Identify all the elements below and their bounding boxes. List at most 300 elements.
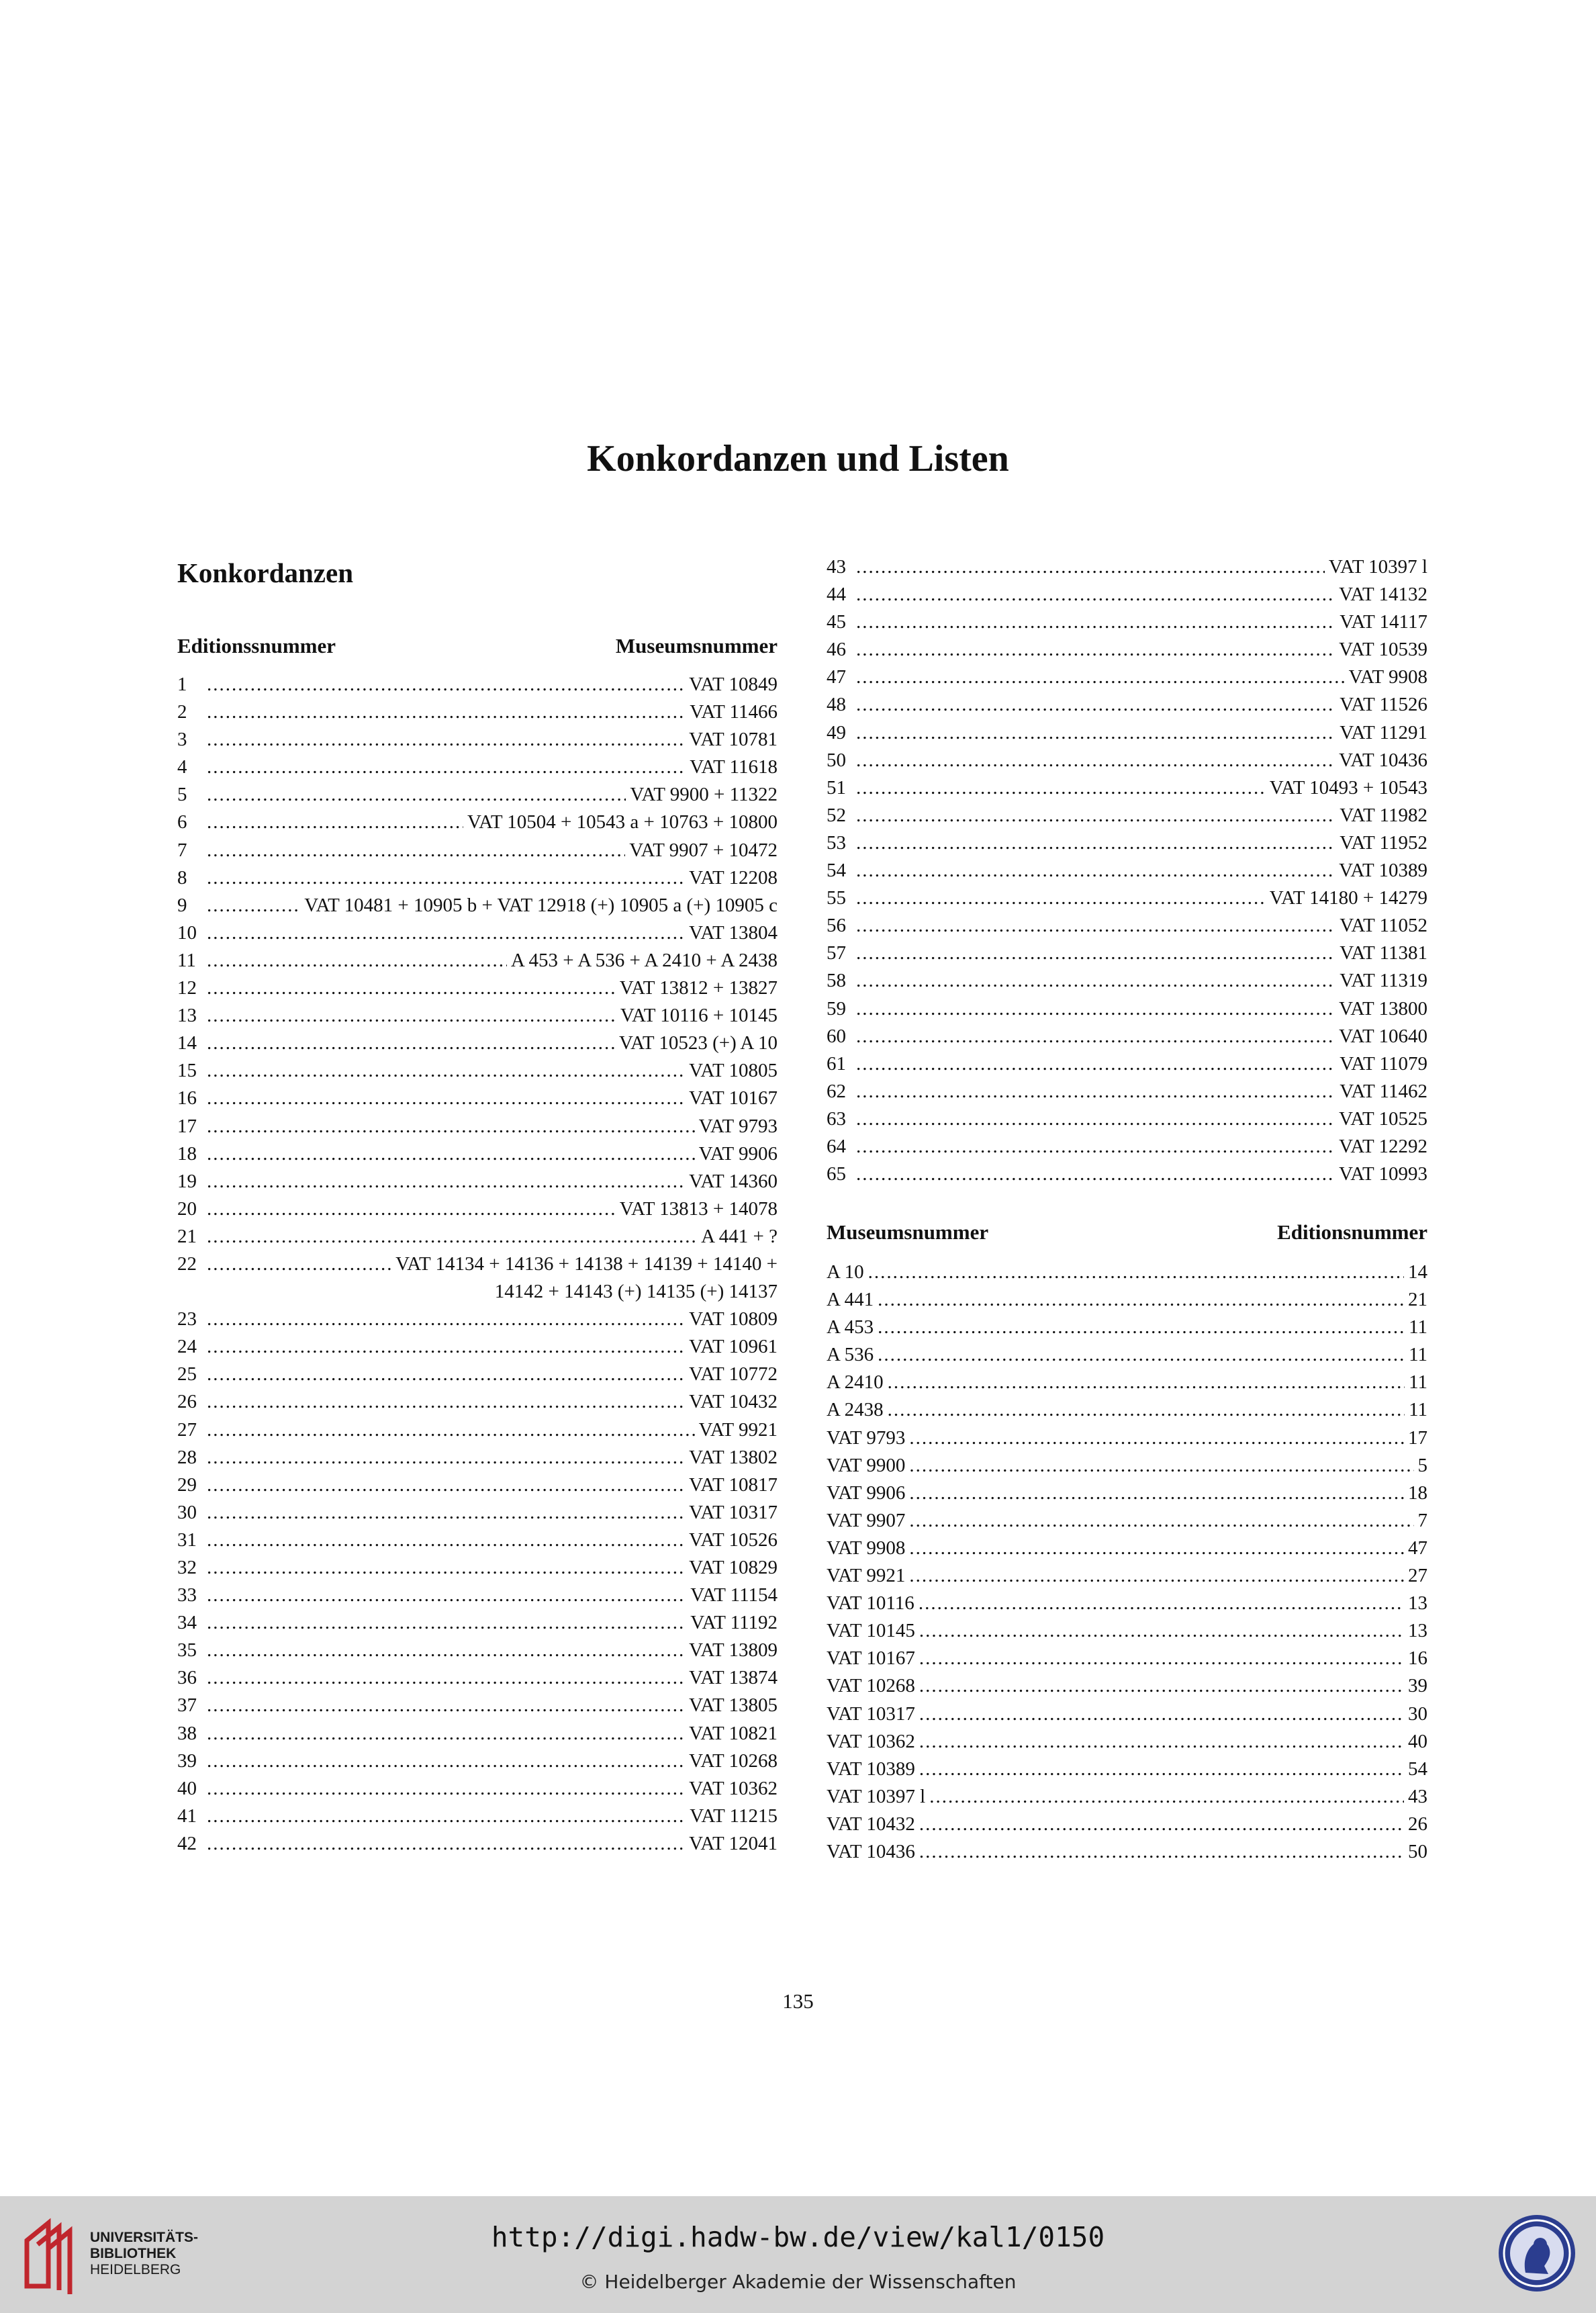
dot-leader (856, 719, 1335, 747)
entry-key: 41 (177, 1805, 197, 1827)
dot-leader (207, 1444, 685, 1471)
edition-row (177, 1140, 778, 1168)
dot-leader (856, 885, 1266, 912)
entry-key: 60 (827, 1025, 846, 1047)
entry-key: 39 (177, 1750, 197, 1772)
edition-row (177, 781, 778, 809)
entry-value: VAT 13813 + 14078 (619, 1197, 778, 1220)
entry-key: 14 (177, 1032, 197, 1054)
dot-leader (856, 967, 1335, 995)
museum-row (827, 1535, 1427, 1562)
dot-leader (207, 1361, 685, 1388)
edition-row (177, 1554, 778, 1582)
entry-value: VAT 9906 (698, 1142, 778, 1165)
edition-row (827, 664, 1427, 691)
left-column-header (177, 633, 778, 660)
edition-row (177, 1057, 778, 1085)
entry-value: VAT 10397 l (1328, 556, 1427, 578)
entry-key: VAT 10167 (827, 1647, 915, 1670)
edition-row (177, 1582, 778, 1609)
dot-leader (919, 1700, 1404, 1728)
edition-row (827, 553, 1427, 581)
entry-value: 40 (1408, 1730, 1427, 1752)
entry-key: A 536 (827, 1344, 874, 1366)
entry-value: VAT 11215 (690, 1805, 778, 1827)
dot-leader (919, 1756, 1404, 1783)
entry-value: 54 (1408, 1758, 1427, 1780)
entry-value: A 441 + ? (701, 1225, 778, 1247)
entry-key: 32 (177, 1557, 197, 1578)
dot-leader (856, 1161, 1335, 1188)
entry-value: VAT 11618 (690, 756, 778, 778)
dot-leader (909, 1480, 1404, 1507)
entry-value: VAT 11982 (1340, 804, 1427, 826)
edition-to-museum-list-continued (827, 553, 1427, 1188)
entry-value: VAT 13812 + 13827 (619, 977, 778, 999)
entry-key: A 2438 (827, 1399, 884, 1421)
dot-leader (856, 747, 1335, 774)
edition-row (177, 1333, 778, 1361)
entry-key: 25 (177, 1363, 197, 1386)
entry-value: VAT 10961 (689, 1336, 778, 1358)
entry-key: 31 (177, 1529, 197, 1551)
edition-row (177, 1748, 778, 1775)
dot-leader (207, 837, 625, 864)
entry-key: 21 (177, 1225, 197, 1247)
entry-key: VAT 9906 (827, 1482, 906, 1504)
edition-row (177, 809, 778, 836)
entry-value: 11 (1409, 1371, 1427, 1394)
entry-value: VAT 11079 (1340, 1052, 1427, 1075)
dot-leader (207, 1030, 615, 1057)
entry-key: VAT 10397 l (827, 1785, 926, 1807)
dot-leader (207, 1637, 685, 1664)
entry-key: 40 (177, 1777, 197, 1799)
entry-key: VAT 10389 (827, 1758, 915, 1780)
dot-leader (856, 581, 1335, 608)
dot-leader (856, 1078, 1335, 1105)
edition-row (177, 1692, 778, 1719)
entry-value: VAT 14134 + 14136 + 14138 + 14139 + 14140 + (395, 1253, 778, 1275)
entry-value: 13 (1408, 1592, 1427, 1615)
dot-leader (919, 1590, 1404, 1617)
entry-value: VAT 10817 (689, 1473, 778, 1496)
museum-row (827, 1728, 1427, 1756)
edition-row (177, 1251, 778, 1278)
entry-value-continuation: 14142 + 14143 (+) 14135 (+) 14137 (494, 1281, 778, 1303)
dot-leader (207, 698, 686, 726)
dot-leader (207, 1057, 685, 1085)
edition-row (827, 774, 1427, 802)
museum-row (827, 1480, 1427, 1507)
entry-value: 5 (1417, 1454, 1427, 1476)
page-title: Konkordanzen und Listen (587, 438, 1009, 480)
entry-value: 30 (1408, 1703, 1427, 1725)
entry-value: VAT 9900 + 11322 (630, 784, 778, 806)
entry-key: 61 (827, 1052, 846, 1075)
entry-key: 6 (177, 811, 187, 833)
entry-key: 57 (827, 942, 846, 964)
entry-value: VAT 9921 (698, 1418, 778, 1441)
edition-row (177, 1527, 778, 1554)
dot-leader (207, 1251, 391, 1278)
entry-key: 36 (177, 1667, 197, 1689)
dot-leader (856, 636, 1335, 664)
edition-row (177, 671, 778, 698)
dot-leader (909, 1507, 1413, 1535)
edition-row (827, 995, 1427, 1023)
edition-row (177, 1388, 778, 1416)
entry-key: 55 (827, 887, 846, 909)
entry-value: VAT 14117 (1340, 611, 1427, 633)
dot-leader (207, 1527, 685, 1554)
museum-index-header (827, 1219, 1427, 1246)
entry-key: 44 (827, 584, 846, 606)
digital-copy-url[interactable]: http://digi.hadw-bw.de/view/kal1/0150 (491, 2221, 1105, 2253)
entry-value: 26 (1408, 1813, 1427, 1835)
entry-value: VAT 11466 (690, 701, 778, 723)
edition-row (177, 698, 778, 726)
edition-row (177, 1444, 778, 1471)
entry-key: 65 (827, 1163, 846, 1185)
dot-leader (207, 1582, 686, 1609)
dot-leader (868, 1259, 1404, 1286)
entry-value: VAT 14360 (689, 1170, 778, 1192)
entry-value: VAT 11952 (1340, 831, 1427, 854)
entry-key: 58 (827, 970, 846, 992)
edition-row (827, 691, 1427, 719)
entry-value: VAT 11052 (1340, 915, 1427, 937)
museum-row (827, 1452, 1427, 1480)
entry-key: VAT 10145 (827, 1620, 915, 1642)
edition-row (177, 1803, 778, 1830)
museum-row (827, 1396, 1427, 1424)
edition-row (177, 1609, 778, 1637)
entry-key: VAT 10317 (827, 1703, 915, 1725)
entry-value: VAT 13805 (689, 1694, 778, 1717)
dot-leader (919, 1811, 1404, 1838)
dot-leader (856, 829, 1335, 857)
edition-row (177, 754, 778, 781)
entry-value: 13 (1408, 1620, 1427, 1642)
dot-leader (919, 1645, 1404, 1672)
entry-key: 62 (827, 1080, 846, 1102)
dot-leader (909, 1424, 1404, 1452)
dot-leader (207, 1554, 685, 1582)
museum-row (827, 1645, 1427, 1672)
dot-leader (856, 1133, 1335, 1161)
museum-row (827, 1700, 1427, 1728)
entry-key: 20 (177, 1197, 197, 1220)
museum-row (827, 1507, 1427, 1535)
entry-value: 17 (1408, 1426, 1427, 1449)
entry-key: VAT 10362 (827, 1730, 915, 1752)
entry-key: 52 (827, 804, 846, 826)
entry-value: VAT 10525 (1339, 1107, 1427, 1130)
edition-row (177, 947, 778, 974)
entry-value: 11 (1409, 1399, 1427, 1421)
edition-row (827, 608, 1427, 636)
edition-row (827, 747, 1427, 774)
entry-value: VAT 10167 (689, 1087, 778, 1109)
page-number: 135 (782, 1989, 814, 2013)
dot-leader (856, 1050, 1335, 1078)
entry-key: 63 (827, 1107, 846, 1130)
edition-row (827, 1105, 1427, 1133)
entry-value: VAT 10389 (1339, 860, 1427, 882)
entry-key: A 10 (827, 1261, 864, 1283)
entry-key: 3 (177, 729, 187, 751)
entry-key: 12 (177, 977, 197, 999)
entry-key: 4 (177, 756, 187, 778)
entry-value: 39 (1408, 1675, 1427, 1697)
entry-value: VAT 11154 (690, 1584, 778, 1606)
entry-key: 10 (177, 921, 197, 944)
entry-key: 26 (177, 1391, 197, 1413)
entry-key: 16 (177, 1087, 197, 1109)
entry-key: 7 (177, 839, 187, 861)
entry-key: VAT 9907 (827, 1509, 906, 1531)
entry-key: VAT 10432 (827, 1813, 915, 1835)
entry-key: A 2410 (827, 1371, 884, 1394)
edition-row (177, 1499, 778, 1527)
entry-key: 53 (827, 831, 846, 854)
edition-row (827, 802, 1427, 829)
entry-key: 24 (177, 1336, 197, 1358)
entry-key: 15 (177, 1060, 197, 1082)
dot-leader (207, 947, 507, 974)
museum-row (827, 1672, 1427, 1700)
edition-row (827, 829, 1427, 857)
entry-value: VAT 12041 (689, 1832, 778, 1854)
edition-row (827, 940, 1427, 967)
entry-value: VAT 10781 (689, 729, 778, 751)
dot-leader (207, 919, 685, 947)
dot-leader (856, 664, 1345, 691)
entry-value: VAT 13874 (689, 1667, 778, 1689)
entry-key: 35 (177, 1639, 197, 1662)
dot-leader (878, 1341, 1405, 1369)
edition-row (827, 719, 1427, 747)
entry-value: 11 (1409, 1316, 1427, 1339)
edition-row (827, 967, 1427, 995)
entry-key: 1 (177, 674, 187, 695)
museum-row (827, 1590, 1427, 1617)
entry-value: VAT 10539 (1339, 639, 1427, 661)
entry-key: 49 (827, 721, 846, 743)
dot-leader (856, 940, 1335, 967)
dot-leader (207, 1195, 616, 1223)
dot-leader (929, 1783, 1404, 1811)
entry-value: VAT 12208 (689, 866, 778, 889)
entry-key: VAT 10436 (827, 1840, 915, 1862)
edition-row (177, 892, 778, 919)
edition-row (177, 1416, 778, 1444)
library-name: UNIVERSITÄTS- BIBLIOTHEK HEIDELBERG (90, 2230, 199, 2277)
entry-key: A 453 (827, 1316, 874, 1339)
dot-leader (856, 802, 1335, 829)
entry-value: VAT 10526 (689, 1529, 778, 1551)
entry-value: VAT 10362 (689, 1777, 778, 1799)
entry-value: VAT 14132 (1339, 584, 1427, 606)
dot-leader (878, 1286, 1404, 1314)
dot-leader (207, 1499, 685, 1527)
edition-row (177, 974, 778, 1002)
entry-key: 8 (177, 866, 187, 889)
dot-leader (207, 1085, 685, 1112)
entry-value: VAT 10493 + 10543 (1269, 776, 1427, 799)
entry-key: 9 (177, 894, 187, 916)
edition-row (177, 1720, 778, 1748)
entry-key: 17 (177, 1115, 197, 1137)
edition-row (177, 1223, 778, 1251)
entry-key: 28 (177, 1446, 197, 1468)
edition-row (177, 1664, 778, 1692)
dot-leader (878, 1314, 1405, 1341)
dot-leader (919, 1617, 1404, 1645)
dot-leader (888, 1369, 1405, 1396)
entry-value: VAT 10640 (1339, 1025, 1427, 1047)
entry-key: 64 (827, 1135, 846, 1157)
museum-row (827, 1756, 1427, 1783)
dot-leader (207, 1002, 616, 1030)
edition-row (177, 837, 778, 864)
entry-key: 23 (177, 1308, 197, 1330)
dot-leader (207, 809, 463, 836)
edition-row (177, 1085, 778, 1112)
header-museum-number: Museumsnummer (615, 634, 778, 657)
footer-bar (0, 2196, 1596, 2313)
entry-value: VAT 10809 (689, 1308, 778, 1330)
edition-row (177, 1168, 778, 1195)
dot-leader (207, 1664, 685, 1692)
entry-key: 48 (827, 694, 846, 716)
entry-value: VAT 13800 (1339, 997, 1427, 1019)
dot-leader (207, 781, 626, 809)
edition-row (177, 1002, 778, 1030)
edition-row (177, 864, 778, 892)
section-heading: Konkordanzen (177, 557, 353, 588)
header-museum-number: Museumsnummer (827, 1220, 989, 1244)
museum-to-edition-list (827, 1259, 1427, 1866)
entry-key: 11 (177, 949, 196, 971)
entry-value: VAT 12292 (1339, 1135, 1427, 1157)
dot-leader (856, 774, 1266, 802)
edition-row (827, 1023, 1427, 1050)
dot-leader (207, 1223, 697, 1251)
entry-value: VAT 10772 (689, 1363, 778, 1386)
entry-value: VAT 10523 (+) A 10 (618, 1032, 778, 1054)
dot-leader (856, 691, 1335, 719)
header-edition-number: Editionsnummer (1277, 1220, 1427, 1244)
dot-leader (207, 1692, 685, 1719)
dot-leader (207, 1333, 685, 1361)
dot-leader (909, 1562, 1404, 1590)
entry-key: 47 (827, 666, 846, 688)
entry-value: 11 (1409, 1344, 1427, 1366)
edition-row (177, 1113, 778, 1140)
entry-value: 21 (1408, 1289, 1427, 1311)
entry-key: 45 (827, 611, 846, 633)
museum-row (827, 1562, 1427, 1590)
academy-seal-icon (1496, 2212, 1578, 2294)
entry-value: VAT 9793 (698, 1115, 778, 1137)
entry-key: 54 (827, 860, 846, 882)
entry-key: 27 (177, 1418, 197, 1441)
edition-row (177, 1195, 778, 1223)
dot-leader (207, 1306, 685, 1333)
entry-value: VAT 10432 (689, 1391, 778, 1413)
dot-leader (856, 608, 1335, 636)
entry-key: VAT 9900 (827, 1454, 906, 1476)
edition-row (177, 1361, 778, 1388)
edition-row (177, 919, 778, 947)
edition-row (827, 1050, 1427, 1078)
dot-leader (207, 1168, 685, 1195)
copyright-notice: © Heidelberger Akademie der Wissenschaften (579, 2271, 1017, 2293)
entry-key: VAT 9921 (827, 1565, 906, 1587)
entry-key: 46 (827, 639, 846, 661)
museum-row (827, 1838, 1427, 1866)
dot-leader (856, 1023, 1335, 1050)
dot-leader (207, 1140, 695, 1168)
entry-key: 5 (177, 784, 187, 806)
edition-row (177, 1030, 778, 1057)
dot-leader (909, 1535, 1404, 1562)
dot-leader (207, 1775, 685, 1803)
entry-value: VAT 10481 + 10905 b + VAT 12918 (+) 10905 a (+) 10905 c (304, 894, 778, 916)
entry-key: 56 (827, 915, 846, 937)
dot-leader (856, 912, 1335, 940)
entry-key: 42 (177, 1832, 197, 1854)
entry-value: VAT 10268 (689, 1750, 778, 1772)
entry-value: VAT 13804 (689, 921, 778, 944)
entry-value: VAT 10993 (1339, 1163, 1427, 1185)
entry-key: 22 (177, 1253, 197, 1275)
entry-key: 2 (177, 701, 187, 723)
dot-leader (207, 1748, 685, 1775)
dot-leader (207, 1830, 685, 1858)
dot-leader (207, 1471, 685, 1499)
dot-leader (207, 1803, 686, 1830)
entry-value: VAT 10829 (689, 1557, 778, 1578)
dot-leader (207, 1388, 685, 1416)
entry-value: VAT 9908 (1348, 666, 1427, 688)
dot-leader (856, 553, 1325, 581)
entry-value: VAT 10317 (689, 1501, 778, 1523)
museum-row (827, 1259, 1427, 1286)
edition-row (827, 1133, 1427, 1161)
dot-leader (207, 671, 685, 698)
dot-leader (919, 1672, 1404, 1700)
entry-value: VAT 11381 (1340, 942, 1427, 964)
entry-value: VAT 13809 (689, 1639, 778, 1662)
museum-row (827, 1314, 1427, 1341)
entry-key: 50 (827, 749, 846, 771)
museum-row (827, 1617, 1427, 1645)
dot-leader (207, 726, 685, 754)
entry-value: VAT 10436 (1339, 749, 1427, 771)
edition-to-museum-list (177, 671, 778, 1858)
edition-row (827, 885, 1427, 912)
entry-value: 27 (1408, 1565, 1427, 1587)
entry-value: VAT 10849 (689, 674, 778, 695)
edition-row (177, 726, 778, 754)
entry-key: VAT 10268 (827, 1675, 915, 1697)
dot-leader (888, 1396, 1405, 1424)
dot-leader (207, 1720, 685, 1748)
entry-key: 13 (177, 1005, 197, 1027)
